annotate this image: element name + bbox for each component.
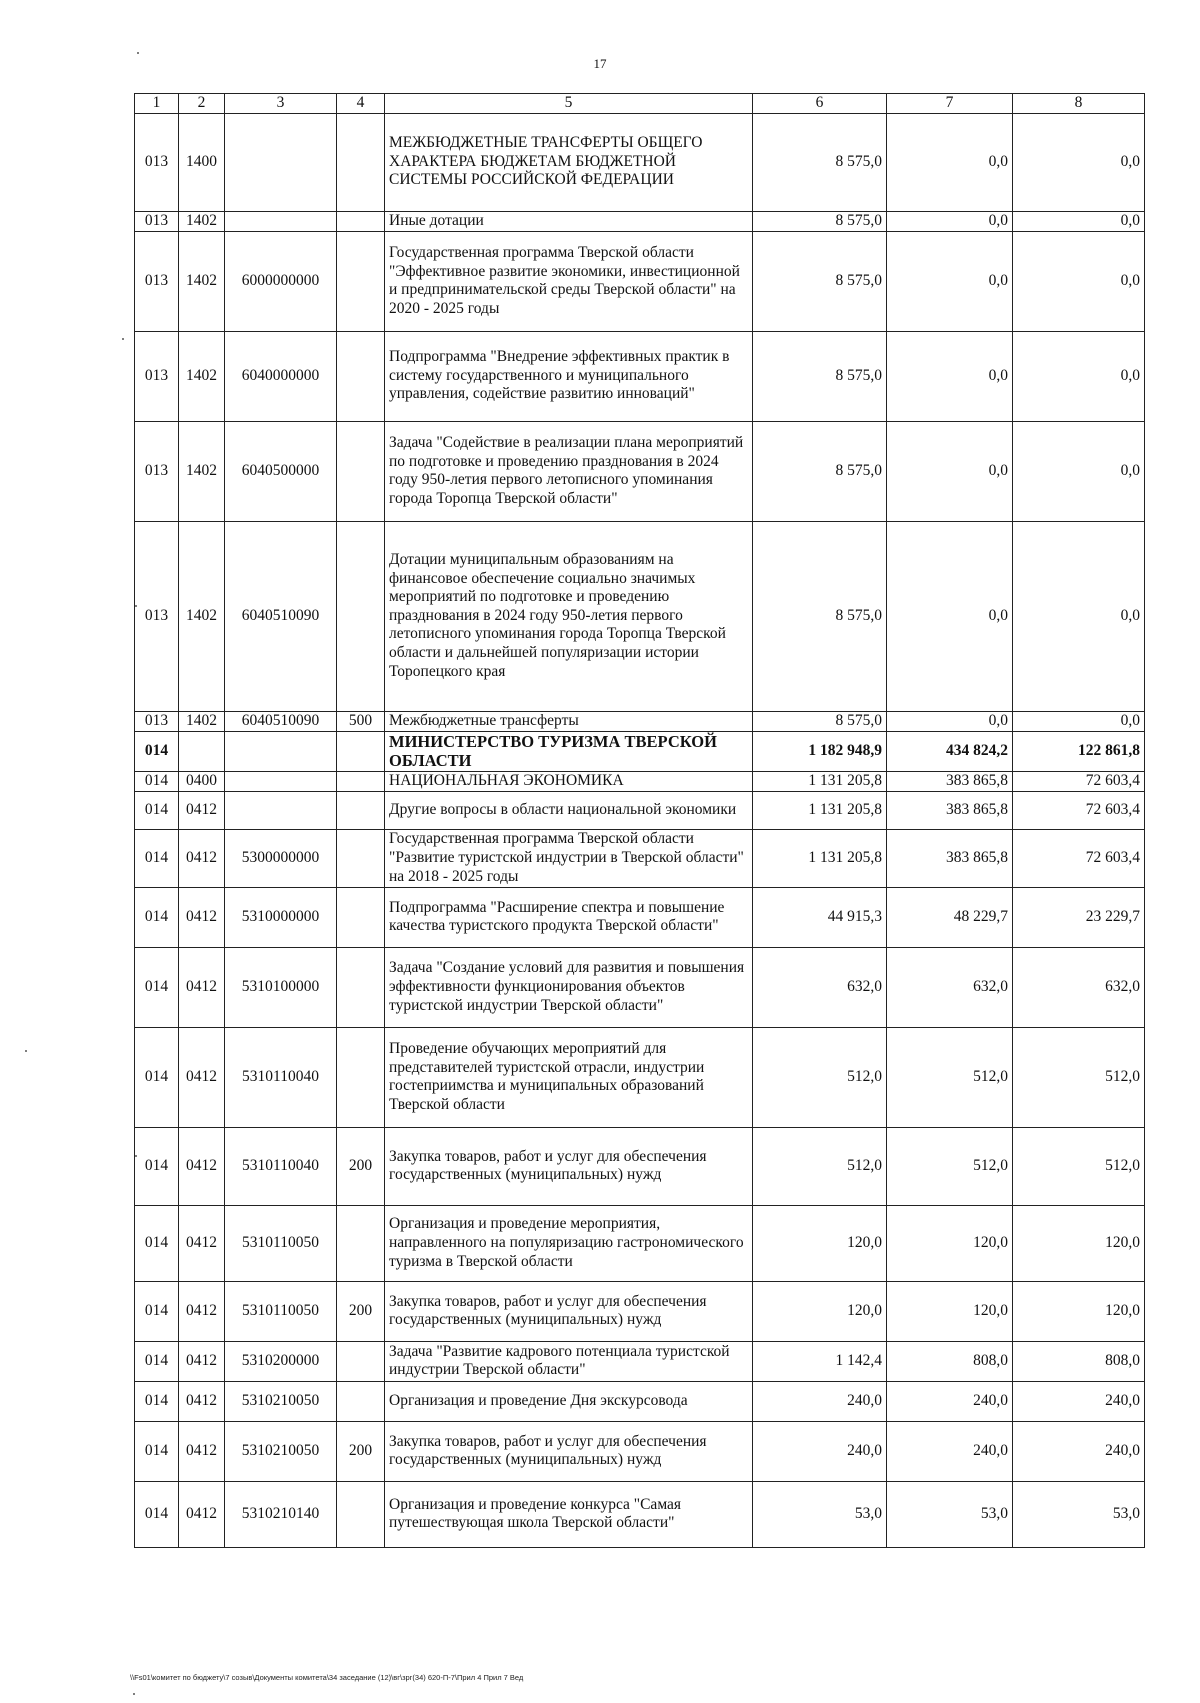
section-code-cell: 1402 [179,331,225,421]
description-cell: Иные дотации [385,211,753,231]
amount-col-7-cell: 0,0 [887,231,1013,331]
scan-speck [25,1050,27,1052]
expense-type-cell [337,947,385,1027]
section-code-cell: 1402 [179,421,225,521]
header-col-2: 2 [179,94,225,114]
target-article-cell [225,791,337,829]
amount-col-6-cell: 8 575,0 [753,331,887,421]
amount-col-8-cell: 240,0 [1013,1421,1145,1481]
amount-col-6-cell: 8 575,0 [753,231,887,331]
target-article-cell [225,731,337,772]
target-article-cell [225,211,337,231]
amount-col-8-cell: 120,0 [1013,1205,1145,1281]
expense-type-cell [337,521,385,711]
amount-col-7-cell: 808,0 [887,1341,1013,1381]
amount-col-6-cell: 120,0 [753,1205,887,1281]
amount-col-7-cell: 240,0 [887,1421,1013,1481]
page-number: 17 [593,56,607,71]
scan-speck [133,1693,135,1695]
section-code-cell: 1402 [179,211,225,231]
header-col-6: 6 [753,94,887,114]
expense-type-cell [337,331,385,421]
target-article-cell: 6040510090 [225,521,337,711]
description-cell: Закупка товаров, работ и услуг для обеспечения государственных (муниципальных) нужд [385,1421,753,1481]
table-header-row [135,94,1145,114]
section-code-cell: 1400 [179,113,225,211]
amount-col-8-cell: 808,0 [1013,1341,1145,1381]
amount-col-6-cell: 8 575,0 [753,113,887,211]
amount-col-7-cell: 383 865,8 [887,829,1013,887]
section-code-cell: 0412 [179,1481,225,1547]
amount-col-8-cell: 23 229,7 [1013,887,1145,947]
expense-type-cell [337,772,385,792]
table-row [135,947,1145,1027]
amount-col-7-cell: 512,0 [887,1027,1013,1127]
header-col-7: 7 [887,94,1013,114]
section-code-cell: 0412 [179,1281,225,1341]
table-row [135,731,1145,772]
ministry-code-cell: 014 [135,1127,179,1205]
amount-col-7-cell: 632,0 [887,947,1013,1027]
ministry-code-cell: 013 [135,521,179,711]
expense-type-cell [337,887,385,947]
amount-col-8-cell: 72 603,4 [1013,772,1145,792]
ministry-code-cell: 014 [135,829,179,887]
target-article-cell: 5310210050 [225,1381,337,1421]
expense-type-cell [337,1205,385,1281]
amount-col-8-cell: 0,0 [1013,231,1145,331]
table-body [135,113,1145,1547]
amount-col-7-cell: 0,0 [887,211,1013,231]
amount-col-7-cell: 434 824,2 [887,731,1013,772]
table-row [135,1341,1145,1381]
amount-col-8-cell: 512,0 [1013,1127,1145,1205]
description-cell: Дотации муниципальным образованиям на финансовое обеспечение социально значимых мероприятий по подготовке и проведению празднования в 2024 году 950-летия первого летописного упоминания города Торопца Тверской области и дальнейшей популяризации истории Торопецкого края [385,521,753,711]
table-row [135,521,1145,711]
target-article-cell: 5310210140 [225,1481,337,1547]
amount-col-8-cell: 632,0 [1013,947,1145,1027]
amount-col-8-cell: 0,0 [1013,521,1145,711]
description-cell: Другие вопросы в области национальной экономики [385,791,753,829]
amount-col-8-cell: 120,0 [1013,1281,1145,1341]
amount-col-8-cell: 72 603,4 [1013,829,1145,887]
ministry-code-cell: 013 [135,113,179,211]
header-col-3: 3 [225,94,337,114]
description-cell: Организация и проведение Дня экскурсовода [385,1381,753,1421]
expense-type-cell [337,1381,385,1421]
header-col-8: 8 [1013,94,1145,114]
amount-col-8-cell: 0,0 [1013,211,1145,231]
amount-col-7-cell: 53,0 [887,1481,1013,1547]
amount-col-6-cell: 512,0 [753,1127,887,1205]
expense-type-cell: 500 [337,711,385,731]
target-article-cell [225,113,337,211]
ministry-code-cell: 013 [135,211,179,231]
scan-speck [135,1155,137,1157]
expense-type-cell: 200 [337,1281,385,1341]
table-row [135,331,1145,421]
ministry-code-cell: 014 [135,791,179,829]
amount-col-8-cell: 53,0 [1013,1481,1145,1547]
description-cell: НАЦИОНАЛЬНАЯ ЭКОНОМИКА [385,772,753,792]
section-code-cell: 1402 [179,231,225,331]
amount-col-8-cell: 72 603,4 [1013,791,1145,829]
amount-col-8-cell: 512,0 [1013,1027,1145,1127]
amount-col-8-cell: 0,0 [1013,113,1145,211]
amount-col-6-cell: 240,0 [753,1421,887,1481]
description-cell: Подпрограмма "Расширение спектра и повышение качества туристского продукта Тверской области" [385,887,753,947]
section-code-cell: 0412 [179,1381,225,1421]
amount-col-6-cell: 53,0 [753,1481,887,1547]
section-code-cell: 0412 [179,791,225,829]
section-code-cell: 0400 [179,772,225,792]
amount-col-8-cell: 0,0 [1013,421,1145,521]
expense-type-cell [337,421,385,521]
table-row [135,772,1145,792]
amount-col-6-cell: 1 142,4 [753,1341,887,1381]
expense-type-cell [337,231,385,331]
section-code-cell: 1402 [179,521,225,711]
table-row [135,211,1145,231]
section-code-cell: 1402 [179,711,225,731]
ministry-code-cell: 013 [135,231,179,331]
expense-type-cell: 200 [337,1127,385,1205]
description-cell: Организация и проведение конкурса "Самая путешествующая школа Тверской области" [385,1481,753,1547]
table-row [135,1481,1145,1547]
amount-col-7-cell: 0,0 [887,421,1013,521]
file-path-footer: \\Fs01\комитет по бюджету\7 созыв\Документы комитета\34 заседание (12)\вг\зрг(34) 620-П-7\Прил 4 Прил 7 Вед [130,1673,524,1682]
amount-col-6-cell: 8 575,0 [753,711,887,731]
table-row [135,231,1145,331]
table-row [135,711,1145,731]
section-code-cell: 0412 [179,947,225,1027]
ministry-code-cell: 014 [135,1421,179,1481]
ministry-code-cell: 014 [135,1481,179,1547]
description-cell: Межбюджетные трансферты [385,711,753,731]
table-row [135,113,1145,211]
table-row [135,421,1145,521]
section-code-cell: 0412 [179,887,225,947]
amount-col-7-cell: 0,0 [887,331,1013,421]
description-cell: Закупка товаров, работ и услуг для обеспечения государственных (муниципальных) нужд [385,1127,753,1205]
amount-col-7-cell: 383 865,8 [887,772,1013,792]
target-article-cell: 5310100000 [225,947,337,1027]
section-code-cell [179,731,225,772]
description-cell: Задача "Создание условий для развития и повышения эффективности функционирования объектов туристской индустрии Тверской области" [385,947,753,1027]
ministry-code-cell: 014 [135,1381,179,1421]
expense-type-cell [337,113,385,211]
ministry-code-cell: 013 [135,421,179,521]
header-col-5: 5 [385,94,753,114]
section-code-cell: 0412 [179,829,225,887]
target-article-cell: 5310000000 [225,887,337,947]
description-cell: Задача "Содействие в реализации плана мероприятий по подготовке и проведению празднования в 2024 году 950-летия первого летописного упоминания города Торопца Тверской области" [385,421,753,521]
description-cell: Подпрограмма "Внедрение эффективных практик в систему государственного и муниципального управления, содействие развитию инноваций" [385,331,753,421]
amount-col-6-cell: 1 131 205,8 [753,829,887,887]
target-article-cell: 5300000000 [225,829,337,887]
amount-col-6-cell: 632,0 [753,947,887,1027]
amount-col-7-cell: 0,0 [887,113,1013,211]
description-cell: Закупка товаров, работ и услуг для обеспечения государственных (муниципальных) нужд [385,1281,753,1341]
amount-col-7-cell: 120,0 [887,1281,1013,1341]
ministry-code-cell: 014 [135,887,179,947]
amount-col-6-cell: 1 182 948,9 [753,731,887,772]
amount-col-6-cell: 8 575,0 [753,211,887,231]
scan-speck [135,605,137,607]
expense-type-cell: 200 [337,1421,385,1481]
description-cell: Государственная программа Тверской области "Эффективное развитие экономики, инвестиционной и предпринимательской среды Тверской области" на 2020 - 2025 годы [385,231,753,331]
target-article-cell: 6040510090 [225,711,337,731]
header-col-4: 4 [337,94,385,114]
header-col-1: 1 [135,94,179,114]
amount-col-7-cell: 383 865,8 [887,791,1013,829]
expense-type-cell [337,211,385,231]
target-article-cell: 5310210050 [225,1421,337,1481]
table-row [135,1381,1145,1421]
ministry-code-cell: 014 [135,772,179,792]
amount-col-6-cell: 512,0 [753,1027,887,1127]
ministry-code-cell: 013 [135,331,179,421]
section-code-cell: 0412 [179,1127,225,1205]
table-row [135,1281,1145,1341]
description-cell: МИНИСТЕРСТВО ТУРИЗМА ТВЕРСКОЙ ОБЛАСТИ [385,731,753,772]
target-article-cell: 5310110050 [225,1281,337,1341]
section-code-cell: 0412 [179,1205,225,1281]
amount-col-7-cell: 48 229,7 [887,887,1013,947]
ministry-code-cell: 013 [135,711,179,731]
target-article-cell [225,772,337,792]
amount-col-6-cell: 8 575,0 [753,421,887,521]
description-cell: Задача "Развитие кадрового потенциала туристской индустрии Тверской области" [385,1341,753,1381]
amount-col-6-cell: 240,0 [753,1381,887,1421]
amount-col-7-cell: 0,0 [887,521,1013,711]
expense-type-cell [337,1341,385,1381]
ministry-code-cell: 014 [135,731,179,772]
amount-col-7-cell: 120,0 [887,1205,1013,1281]
scan-speck [137,52,139,54]
amount-col-6-cell: 1 131 205,8 [753,772,887,792]
table-row [135,1421,1145,1481]
amount-col-6-cell: 8 575,0 [753,521,887,711]
ministry-code-cell: 014 [135,1205,179,1281]
amount-col-6-cell: 120,0 [753,1281,887,1341]
expense-type-cell [337,1027,385,1127]
target-article-cell: 6040500000 [225,421,337,521]
amount-col-7-cell: 240,0 [887,1381,1013,1421]
target-article-cell: 6000000000 [225,231,337,331]
table-row [135,887,1145,947]
amount-col-8-cell: 122 861,8 [1013,731,1145,772]
ministry-code-cell: 014 [135,947,179,1027]
description-cell: МЕЖБЮДЖЕТНЫЕ ТРАНСФЕРТЫ ОБЩЕГО ХАРАКТЕРА БЮДЖЕТАМ БЮДЖЕТНОЙ СИСТЕМЫ РОССИЙСКОЙ ФЕДЕРАЦИИ [385,113,753,211]
expense-type-cell [337,791,385,829]
amount-col-8-cell: 240,0 [1013,1381,1145,1421]
table-row [135,1027,1145,1127]
amount-col-7-cell: 0,0 [887,711,1013,731]
amount-col-6-cell: 1 131 205,8 [753,791,887,829]
target-article-cell: 5310110040 [225,1027,337,1127]
expense-type-cell [337,731,385,772]
ministry-code-cell: 014 [135,1027,179,1127]
target-article-cell: 5310200000 [225,1341,337,1381]
table-row [135,829,1145,887]
scan-speck [122,338,124,340]
amount-col-8-cell: 0,0 [1013,711,1145,731]
table-row [135,1127,1145,1205]
target-article-cell: 6040000000 [225,331,337,421]
budget-table [134,93,1145,1548]
section-code-cell: 0412 [179,1341,225,1381]
amount-col-8-cell: 0,0 [1013,331,1145,421]
section-code-cell: 0412 [179,1421,225,1481]
ministry-code-cell: 014 [135,1341,179,1381]
table-row [135,791,1145,829]
expense-type-cell [337,1481,385,1547]
description-cell: Проведение обучающих мероприятий для представителей туристской отрасли, индустрии гостеприимства и муниципальных образований Тверской области [385,1027,753,1127]
table-row [135,1205,1145,1281]
amount-col-6-cell: 44 915,3 [753,887,887,947]
expense-type-cell [337,829,385,887]
amount-col-7-cell: 512,0 [887,1127,1013,1205]
section-code-cell: 0412 [179,1027,225,1127]
target-article-cell: 5310110040 [225,1127,337,1205]
target-article-cell: 5310110050 [225,1205,337,1281]
ministry-code-cell: 014 [135,1281,179,1341]
description-cell: Организация и проведение мероприятия, направленного на популяризацию гастрономического туризма в Тверской области [385,1205,753,1281]
description-cell: Государственная программа Тверской области "Развитие туристской индустрии в Тверской области" на 2018 - 2025 годы [385,829,753,887]
